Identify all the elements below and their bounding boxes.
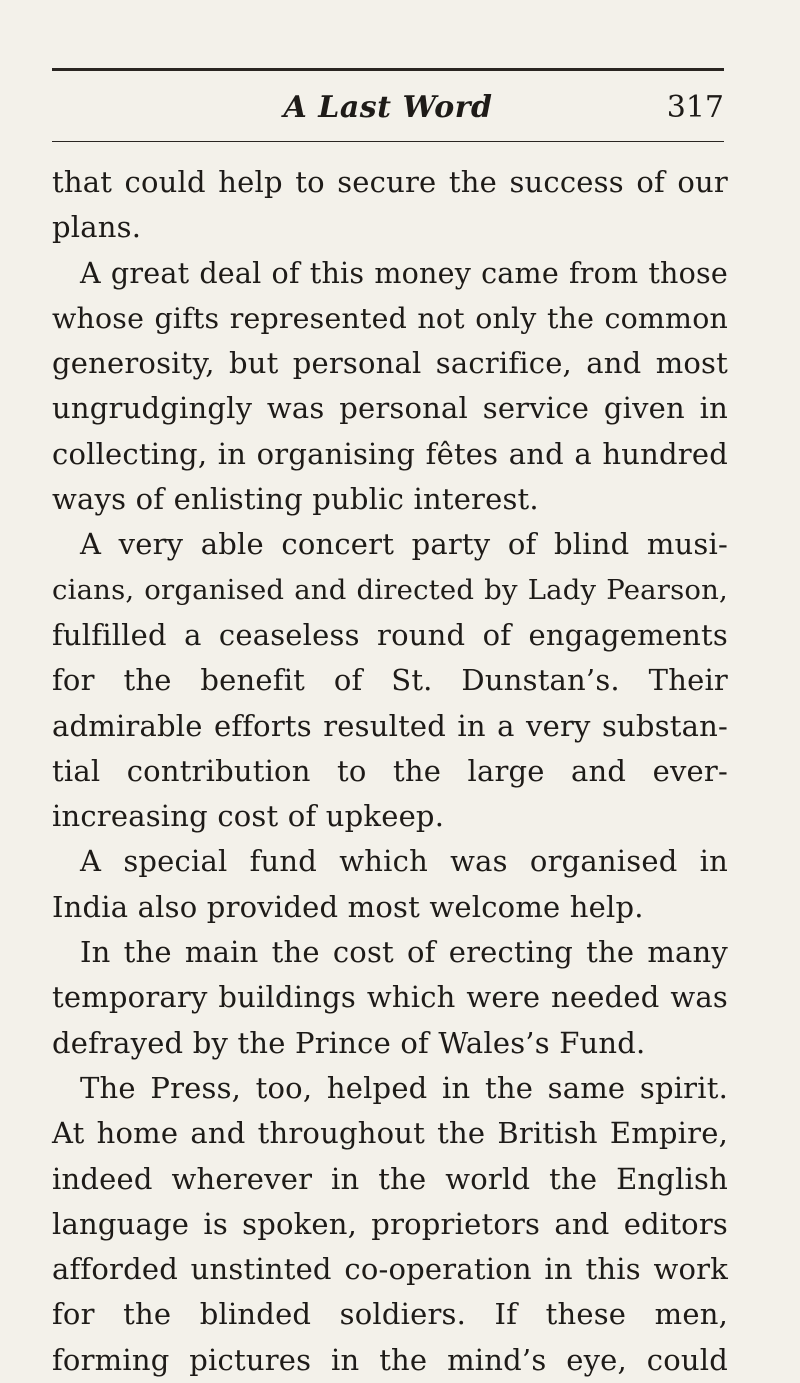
text-line: At home and throughout the British Empire, bbox=[52, 1116, 728, 1151]
paragraph bbox=[52, 522, 728, 839]
text-line: increasing cost of upkeep. bbox=[52, 799, 445, 834]
text-line: A special fund which was organised in bbox=[80, 844, 728, 879]
text-line: generosity, but personal sacrifice, and most bbox=[52, 346, 728, 381]
paragraph bbox=[52, 1066, 728, 1383]
text-line: for the blinded soldiers. If these men, bbox=[52, 1297, 728, 1332]
text-line: In the main the cost of erecting the many bbox=[80, 935, 728, 970]
running-title: A Last Word bbox=[283, 90, 493, 125]
text-line: whose gifts represented not only the common bbox=[52, 301, 728, 335]
text-line: language is spoken, proprietors and editors bbox=[52, 1206, 728, 1241]
text-line: India also provided most welcome help. bbox=[52, 889, 644, 924]
paragraph bbox=[52, 930, 728, 1066]
paragraph bbox=[52, 160, 728, 251]
text-line: admirable efforts resulted in a very substan- bbox=[52, 708, 728, 743]
paragraph bbox=[52, 251, 728, 523]
text-line: ways of enlisting public interest. bbox=[52, 482, 539, 517]
text-line: plans. bbox=[52, 210, 142, 245]
text-line: A very able concert party of blind musi- bbox=[80, 527, 728, 562]
text-line: The Press, too, helped in the same spirit. bbox=[80, 1070, 728, 1105]
header-top-rule bbox=[52, 68, 724, 71]
text-line: tial contribution to the large and ever- bbox=[52, 753, 728, 788]
text-line: temporary buildings which were needed was bbox=[52, 980, 728, 1015]
text-line: collecting, in organising fêtes and a hundred bbox=[52, 436, 728, 471]
text-line: for the benefit of St. Dunstan’s. Their bbox=[52, 663, 728, 698]
header-bottom-rule bbox=[52, 141, 724, 142]
text-line: that could help to secure the success of our bbox=[52, 165, 728, 199]
text-line: forming pictures in the mind’s eye, could bbox=[52, 1342, 728, 1377]
text-line: defrayed by the Prince of Wales’s Fund. bbox=[52, 1025, 646, 1060]
body-text bbox=[52, 160, 728, 1383]
page-number: 317 bbox=[666, 90, 724, 125]
text-line: cians, organised and directed by Lady Pearson, bbox=[52, 573, 728, 606]
text-line: fulfilled a ceaseless round of engagements bbox=[52, 617, 728, 652]
text-line: afforded unstinted co-operation in this work bbox=[52, 1252, 728, 1287]
paragraph bbox=[52, 839, 728, 930]
text-line: indeed wherever in the world the English bbox=[52, 1161, 728, 1196]
text-line: ungrudgingly was personal service given in bbox=[52, 391, 728, 426]
text-line: A great deal of this money came from those bbox=[80, 255, 728, 290]
running-header bbox=[52, 88, 724, 134]
